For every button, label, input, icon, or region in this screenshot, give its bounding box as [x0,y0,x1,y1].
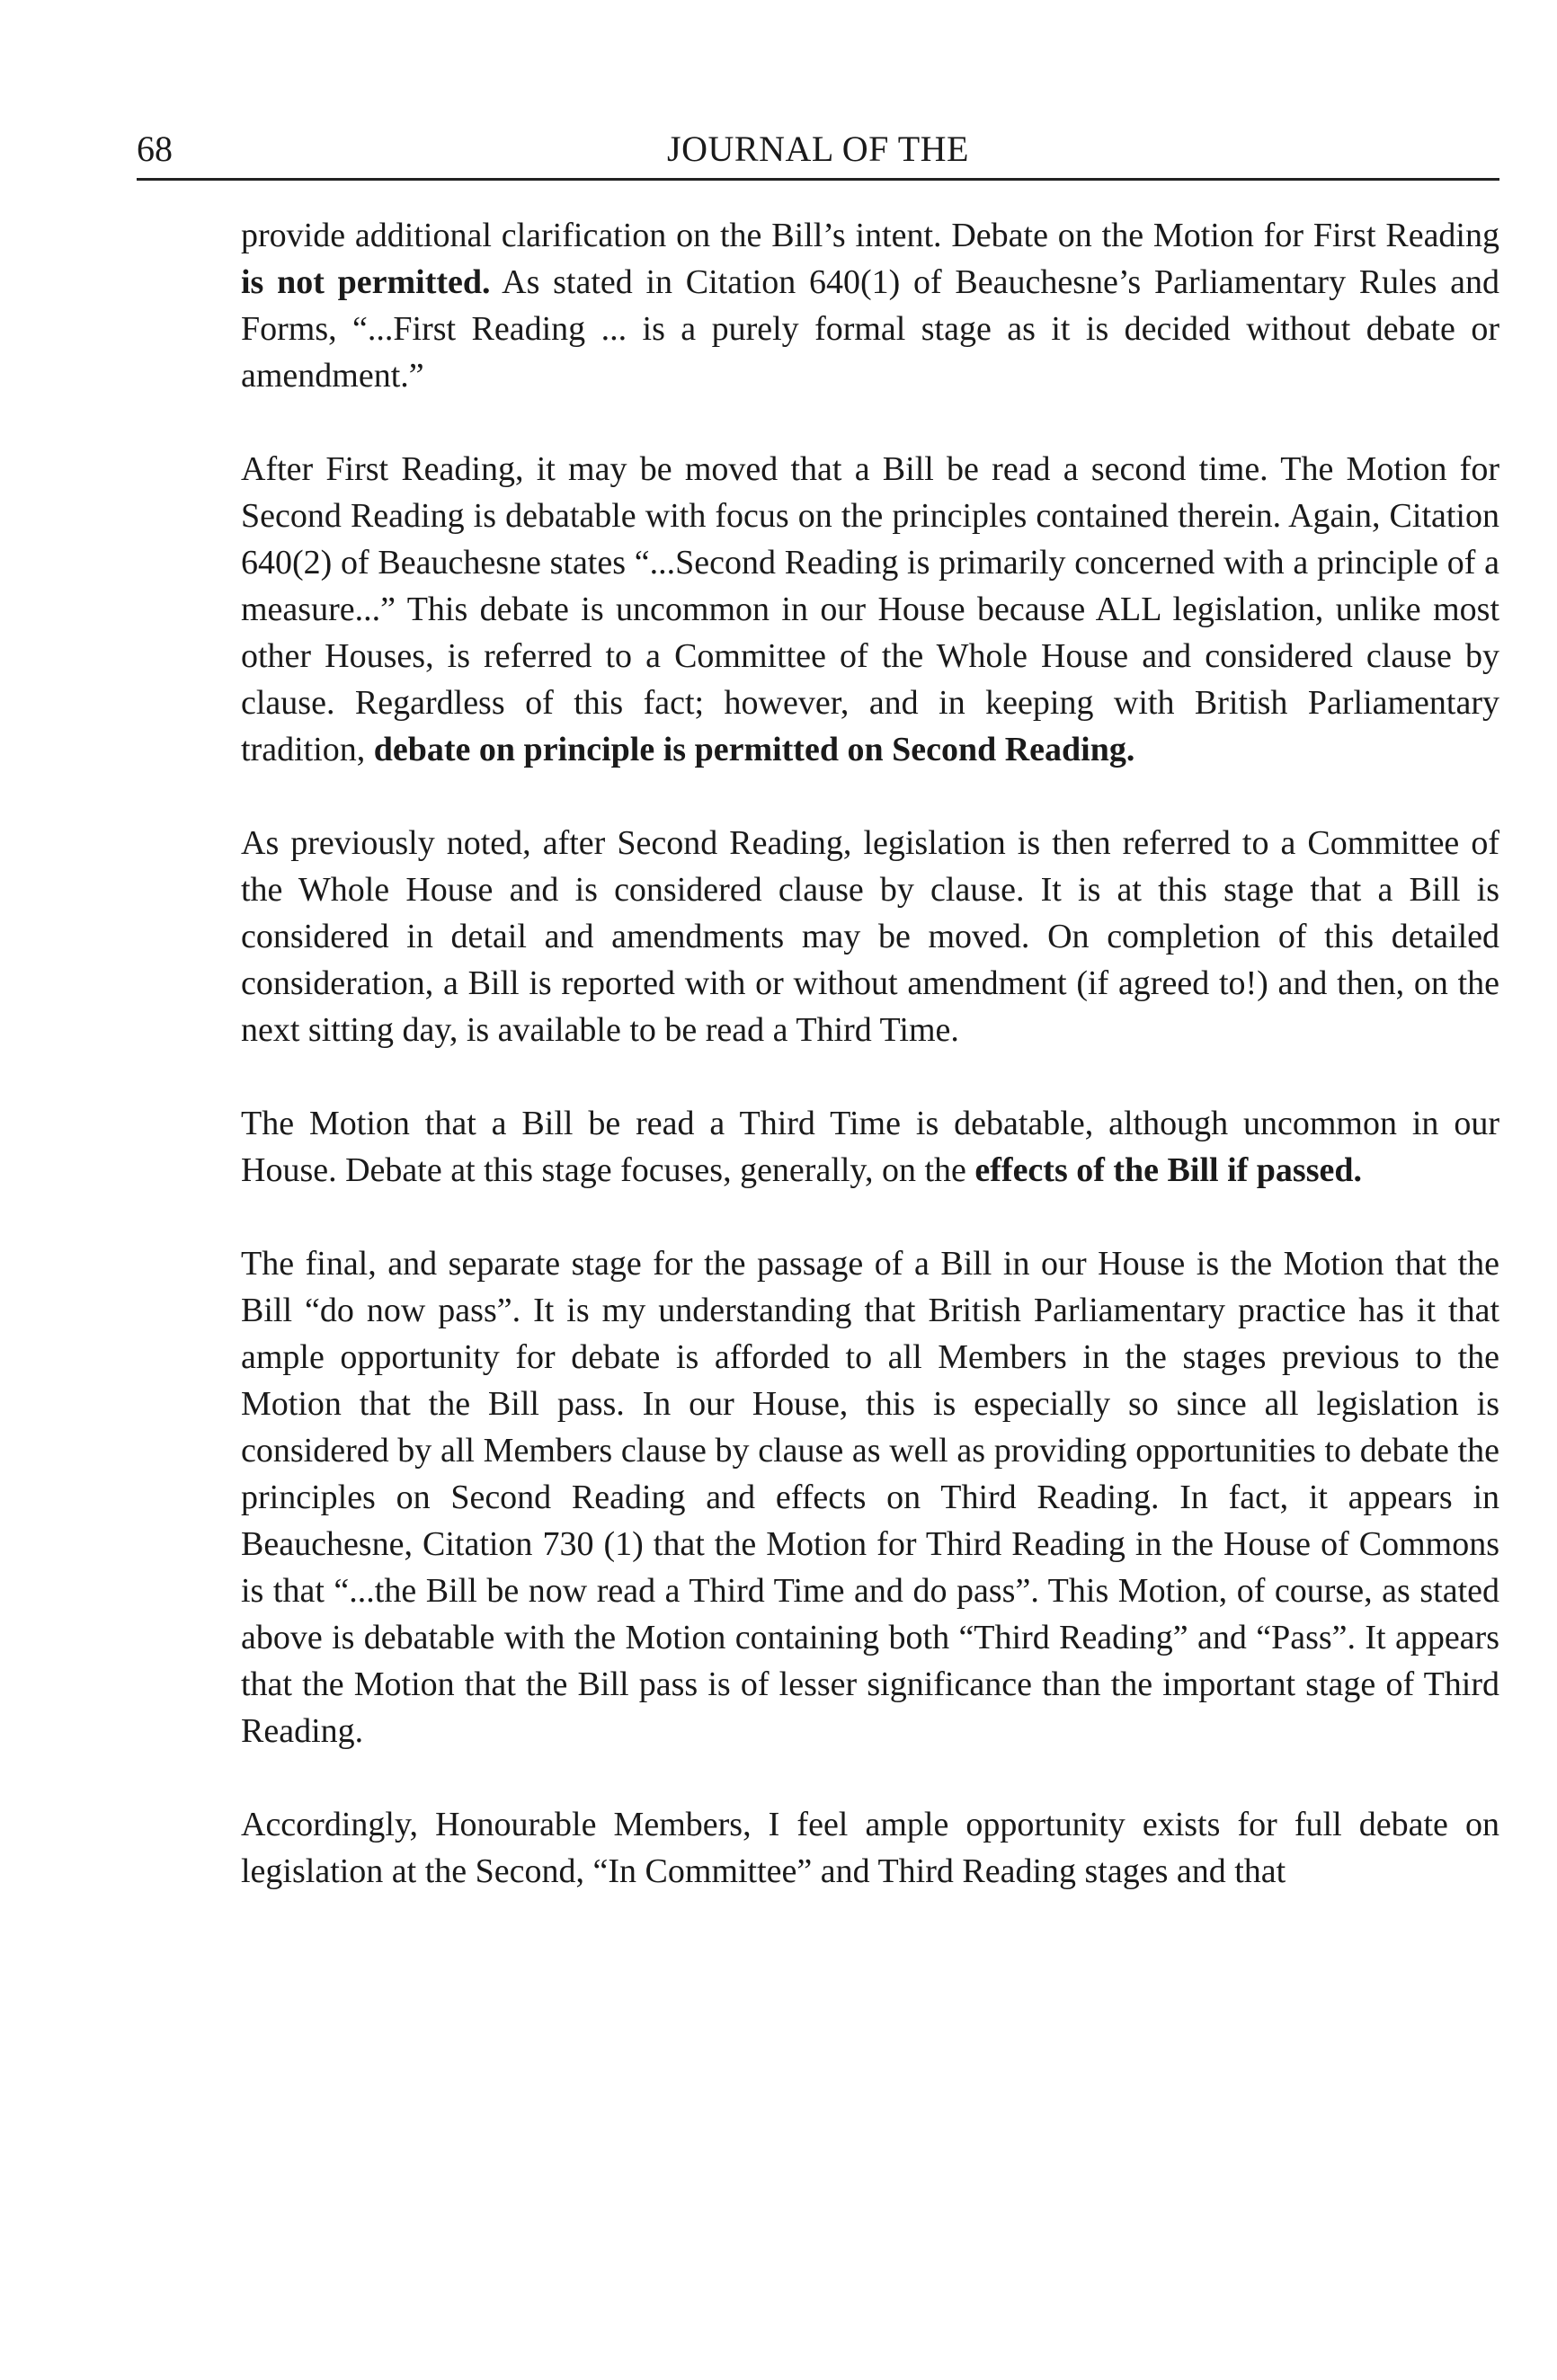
paragraph-second-reading [241,446,1499,773]
body-text [241,212,1499,1895]
text-segment: The Motion that a Bill be read a Third Time is debatable, although uncommon in our House. Debate at this stage focuses, generally, on the [241,1105,1499,1189]
running-head: JOURNAL OF THE [667,129,969,169]
bold-segment: debate on principle is permitted on Second Reading. [373,731,1135,768]
page-header [137,122,1499,181]
paragraph-third-reading [241,1100,1499,1194]
page-number: 68 [137,129,173,169]
text-segment: As stated in Citation 640(1) of Beauchesne’s Parliamentary Rules and Forms, “...First Reading ... is a purely formal stage as it is decided without debate or amendment.” [241,263,1499,395]
text-segment: provide additional clarification on the Bill’s intent. Debate on the Motion for First Reading [241,217,1499,254]
paragraph-final-stage [241,1240,1499,1754]
bold-segment: is not permitted. [241,263,491,301]
text-segment: After First Reading, it may be moved that a Bill be read a second time. The Motion for Second Reading is debatable with focus on the principles contained therein. Again, Citation 640(2) of Beauchesne states “...Second Reading is primarily concerned with a principle of a measure...” This debate is uncommon in our House because ALL legislation, unlike most other Houses, is referred to a Committee of the Whole House and considered clause by clause. Regardless of this fact; however, and in keeping with British Parliamentary tradition, [241,450,1499,768]
bold-segment: effects of the Bill if passed. [974,1151,1362,1189]
text-segment: As previously noted, after Second Reading, legislation is then referred to a Committee of the Whole House and is considered clause by clause. It is at this stage that a Bill is considered in detail and amendments may be moved. On completion of this detailed consideration, a Bill is reported with or without amendment (if agreed to!) and then, on the next sitting day, is available to be read a Third Time. [241,824,1499,1049]
text-segment: Accordingly, Honourable Members, I feel ample opportunity exists for full debate on legislation at the Second, “In Committee” and Third Reading stages and that [241,1806,1499,1890]
text-segment: The final, and separate stage for the passage of a Bill in our House is the Motion that the Bill “do now pass”. It is my understanding that British Parliamentary practice has it that ample opportunity for debate is afforded to all Members in the stages previous to the Motion that the Bill pass. In our House, this is especially so since all legislation is considered by all Members clause by clause as well as providing opportunities to debate the principles on Second Reading and effects on Third Reading. In fact, it appears in Beauchesne, Citation 730 (1) that the Motion for Third Reading in the House of Commons is that “...the Bill be now read a Third Time and do pass”. This Motion, of course, as stated above is debatable with the Motion containing both “Third Reading” and “Pass”. It appears that the Motion that the Bill pass is of lesser significance than the important stage of Third Reading. [241,1245,1499,1750]
paragraph-conclusion [241,1801,1499,1895]
paragraph-first-reading [241,212,1499,399]
paragraph-committee-stage [241,820,1499,1053]
